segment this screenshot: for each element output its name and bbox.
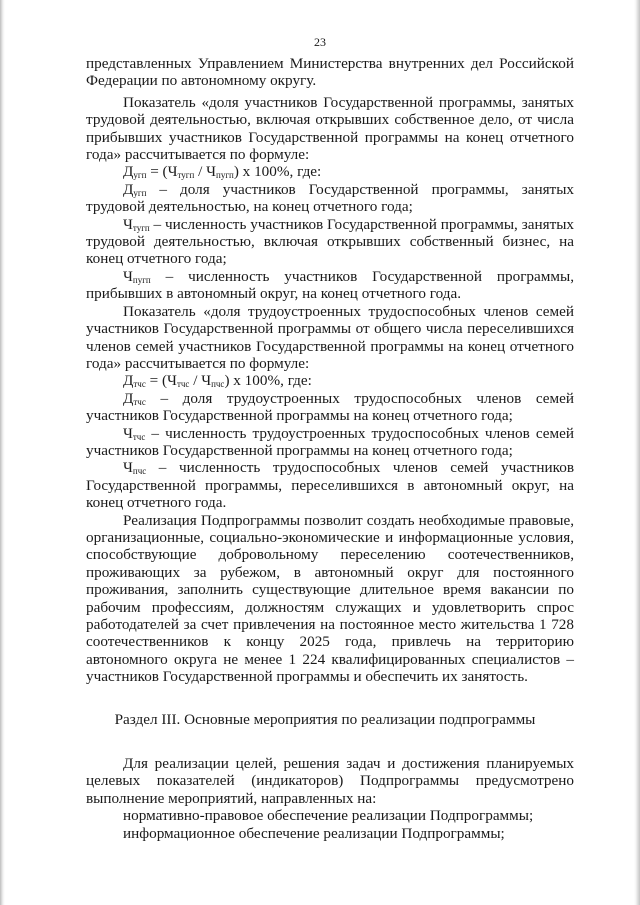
document-body [86,55,574,842]
definition-d-tchs: $Д_{тчс}$ – доля трудоустроенных трудоспособных членов семей участников Государственной программы на конец отчетного года; [86,389,574,425]
list-item: нормативно-правовое обеспечение реализации Подпрограммы; [123,807,534,825]
page-number: 23 [314,35,326,49]
scan-left-edge [0,0,5,905]
paragraph-measures: Для реализации целей, решения задач и достижения планируемых целевых показателей (индикаторов) Подпрограммы предусмотрено выполнение мероприятий, направленных на: [86,755,574,807]
paragraph-implementation: Реализация Подпрограммы позволит создать необходимые правовые, организационные, социально-экономические и информационные условия, способствующие добровольному переселению соотечественников, проживающих за рубежом, в автономный округ для постоянного проживания, заполнить существующие длительное время вакансии по рабочим профессиям, должностям служащих и удовлетворить спрос работодателей за счет привлечения на постоянное место жительства 1 728 соотечественников к концу 2025 года, привлечь на территорию автономного округа не менее 1 224 квалифицированных специалистов – участников Государственной программы и обеспечить их занятость. [86,511,574,686]
definition-ch-pugp: $Ч_{пугп}$ – численность участников Государственной программы, прибывших в автономный округ, на конец отчетного года. [86,267,574,303]
paragraph-indicator-employment: Показатель «доля участников Государственной программы, занятых трудовой деятельностью, включая открывших собственное дело, от числа прибывших участников Государственной программы на конец отчетного года» рассчитывается по формуле: [86,93,574,164]
paragraph-indicator-family: Показатель «доля трудоустроенных трудоспособных членов семей участников Государственной программы от общего числа переселившихся членов семей участников Государственной программы на конец отчетного года» рассчитывается по формуле: [86,302,574,372]
formula-family-share: $Д_{тчс} = (Ч_{тчс} / Ч_{пчс})$ x 100%, где: [123,372,312,390]
formula-employment-share: $Д_{угп} = (Ч_{тугп} / Ч_{пугп})$ x 100%, где: [123,163,322,181]
definition-ch-tugp: $Ч_{тугп}$ – численность участников Государственной программы, занятых трудовой деятельностью, включая открывших собственный бизнес, на конец отчетного года; [86,215,574,268]
definition-ch-tchs: $Ч_{тчс}$ – численность трудоустроенных трудоспособных членов семей участников Государственной программы на конец отчетного года; [86,424,574,459]
list-item: информационное обеспечение реализации Подпрограммы; [123,824,505,842]
scan-right-edge [634,0,640,905]
definition-d-ugp: $Д_{угп}$ – доля участников Государственной программы, занятых трудовой деятельностью, на конец отчетного года; [86,180,574,216]
definition-ch-pchs: $Ч_{пчс}$ – численность трудоспособных членов семей участников Государственной программы, переселившихся в автономный округ, на конец отчетного года. [86,459,574,512]
paragraph-continuation: представленных Управлением Министерства внутренних дел Российской Федерации по автономному округу. [86,55,574,90]
section-heading: Раздел III. Основные мероприятия по реализации подпрограммы [114,710,536,728]
